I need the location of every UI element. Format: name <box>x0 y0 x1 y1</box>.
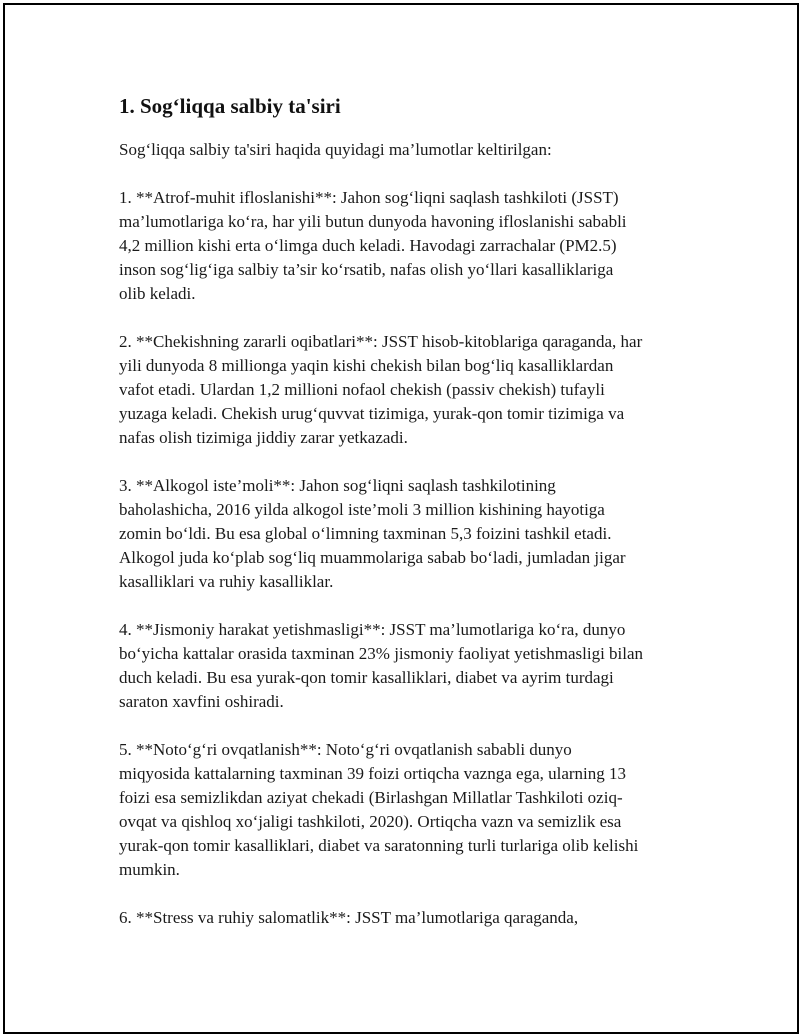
list-paragraph-3 <box>119 474 699 594</box>
paragraph-line: 1. **Atrof-muhit ifloslanishi**: Jahon sog‘liqni saqlash tashkiloti (JSST) <box>119 188 619 207</box>
paragraph-line: duch keladi. Bu esa yurak-qon tomir kasalliklari, diabet va ayrim turdagi <box>119 668 614 687</box>
paragraph-line: 6. **Stress va ruhiy salomatlik**: JSST ma’lumotlariga qaraganda, <box>119 908 579 927</box>
document-page <box>3 3 799 1034</box>
list-paragraph-4 <box>119 618 699 714</box>
list-paragraph-6 <box>119 906 699 930</box>
paragraph-line: zomin bo‘ldi. Bu esa global o‘limning taxminan 5,3 foizini tashkil etadi. <box>119 524 612 543</box>
paragraph-line: inson sog‘lig‘iga salbiy ta’sir ko‘rsatib, nafas olish yo‘llari kasalliklariga <box>119 260 614 279</box>
paragraph-line: bo‘yicha kattalar orasida taxminan 23% jismoniy faoliyat yetishmasligi bilan <box>119 644 644 663</box>
paragraph-line: saraton xavfini oshiradi. <box>119 692 284 711</box>
paragraph-line: foizi esa semizlikdan aziyat chekadi (Birlashgan Millatlar Tashkiloti oziq- <box>119 788 623 807</box>
list-paragraph-1 <box>119 186 699 306</box>
paragraph-line: nafas olish tizimiga jiddiy zarar yetkazadi. <box>119 428 408 447</box>
document-body <box>119 92 699 954</box>
intro-paragraph: Sog‘liqqa salbiy ta'siri haqida quyidagi ma’lumotlar keltirilgan: <box>119 140 552 159</box>
list-paragraph-2 <box>119 330 699 450</box>
paragraph-line: miqyosida kattalarning taxminan 39 foizi ortiqcha vaznga ega, ularning 13 <box>119 764 627 783</box>
paragraph-line: mumkin. <box>119 860 180 879</box>
paragraph-line: olib keladi. <box>119 284 196 303</box>
paragraph-line: yili dunyoda 8 millionga yaqin kishi chekish bilan bog‘liq kasalliklardan <box>119 356 614 375</box>
paragraph-line: yurak-qon tomir kasalliklari, diabet va saratonning turli turlariga olib kelishi <box>119 836 639 855</box>
paragraph-list <box>119 186 699 930</box>
list-paragraph-5 <box>119 738 699 882</box>
paragraph-line: yuzaga keladi. Chekish urug‘quvvat tizimiga, yurak-qon tomir tizimiga va <box>119 404 625 423</box>
paragraph-line: Alkogol juda ko‘plab sog‘liq muammolariga sabab bo‘ladi, jumladan jigar <box>119 548 626 567</box>
paragraph-line: 4,2 million kishi erta o‘limga duch keladi. Havodagi zarrachalar (PM2.5) <box>119 236 617 255</box>
section-heading: 1. Sog‘liqqa salbiy ta'siri <box>119 94 341 118</box>
paragraph-line: ma’lumotlariga ko‘ra, har yili butun dunyoda havoning ifloslanishi sababli <box>119 212 627 231</box>
paragraph-line: 5. **Noto‘g‘ri ovqatlanish**: Noto‘g‘ri ovqatlanish sababli dunyo <box>119 740 572 759</box>
paragraph-line: vafot etadi. Ulardan 1,2 millioni nofaol chekish (passiv chekish) tufayli <box>119 380 605 399</box>
paragraph-line: kasalliklari va ruhiy kasalliklar. <box>119 572 334 591</box>
paragraph-line: 3. **Alkogol iste’moli**: Jahon sog‘liqni saqlash tashkilotining <box>119 476 556 495</box>
paragraph-line: 2. **Chekishning zararli oqibatlari**: JSST hisob-kitoblariga qaraganda, har <box>119 332 643 351</box>
paragraph-line: 4. **Jismoniy harakat yetishmasligi**: JSST ma’lumotlariga ko‘ra, dunyo <box>119 620 626 639</box>
paragraph-line: ovqat va qishloq xo‘jaligi tashkiloti, 2020). Ortiqcha vazn va semizlik esa <box>119 812 622 831</box>
paragraph-line: baholashicha, 2016 yilda alkogol iste’moli 3 million kishining hayotiga <box>119 500 605 519</box>
